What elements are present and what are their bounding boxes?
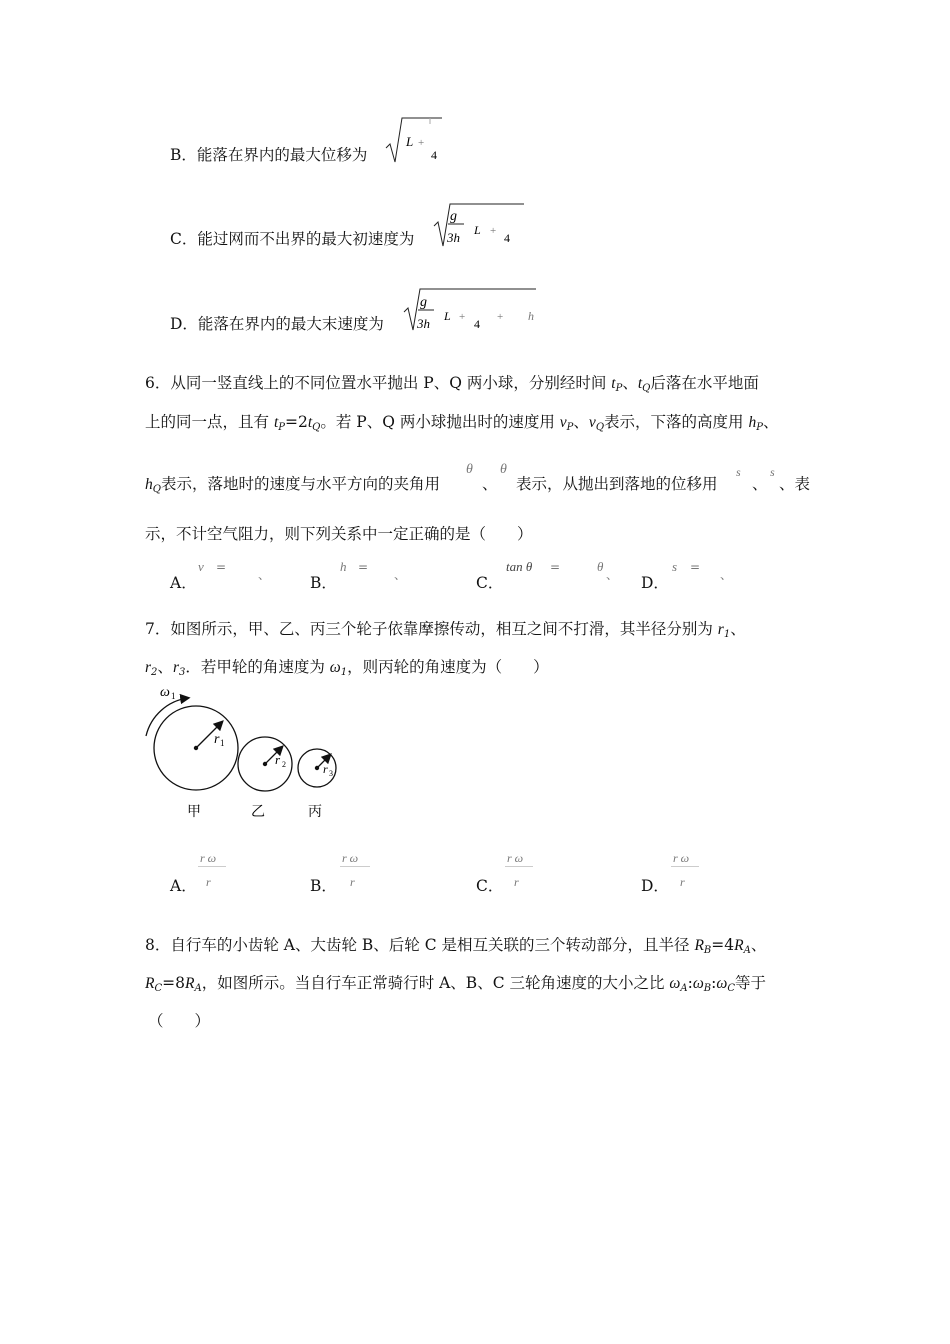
q6-line-3 [145,474,440,500]
q8-rc: R [145,975,155,992]
q5-option-c [170,229,414,249]
q5-option-c-sqrt [432,198,532,252]
q6-theta-2: θ [500,462,507,477]
q8-line-3 [148,1011,210,1031]
q5-c-expr-den: 4 [504,231,510,245]
q7-option-c-den: r [514,875,519,889]
q7-text: ，则丙轮的角速度为（ ） [347,658,549,676]
fig-r2-sub: 2 [282,760,286,769]
fig-r3: r [323,762,328,776]
q8-text: 等于 [735,974,767,992]
q6-tp-sub: P [615,383,623,394]
q6-s-1: s [736,465,741,479]
q6-option-b-eq: = [358,560,369,574]
q7-text: 7．如图所示，甲、乙、丙三个轮子依靠摩擦传动，相互之间不打滑，其半径分别为 [145,620,718,638]
q6-sep: 、 [622,374,638,392]
q5-d-tail: h [528,309,534,323]
q5-d-l: L [444,309,451,323]
q6-option-c-mid: θ [597,559,604,574]
q6-option-d-letter: D． [641,574,669,592]
q5-option-b-sqrt [384,112,446,168]
q7-r1: r [717,621,724,638]
q8-colon: : [711,974,717,992]
q7-r3-sub: 3 [178,667,186,678]
q6-line-3b: 表示，从抛出到落地的位移用 [516,475,718,493]
q8-text: ，如图所示。当自行车正常骑行时 A、B、C 三轮角速度的大小之比 [201,974,670,992]
q5-option-d [170,314,384,334]
q6-vp: v [559,414,567,431]
q6-option-a-expr: v [198,559,204,574]
q6-sep-theta: 、 [482,475,498,493]
q6-vq-sub: Q [595,422,605,433]
q6-hp: h [748,414,757,431]
q6-line-3c: 、表 [779,475,811,493]
q8-ra2-sub: A [194,983,202,994]
q6-option-a-eq: = [216,560,227,574]
q6-text: 后落在水平地面 [650,374,759,392]
q8-wc: ω [716,975,728,992]
q8-ra2: R [184,975,195,992]
q8-wc-sub: C [727,983,735,994]
q6-option-d-expr: s [672,559,678,574]
q6-option-d-tail: 、 [720,568,733,582]
q6-eq-mid: =2 [284,413,308,431]
q7-wheels-figure [140,684,340,824]
q6-tq-sub: Q [642,383,651,394]
q6-text: 。若 P、Q 两小球抛出时的速度用 [320,413,560,431]
q7-r2: r [145,659,152,676]
q7-w1: ω [329,659,341,676]
q6-text: 6．从同一竖直线上的不同位置水平抛出 P、Q 两小球，分别经时间 [145,374,612,392]
q7-option-c-letter: C． [476,877,504,895]
q6-line-4 [145,524,533,544]
fig-r1-sub: 1 [220,738,225,748]
q6-option-c-eq: = [550,560,561,574]
q5-d-den: 3h [417,316,430,331]
q6-hq-sub: Q [152,484,161,495]
q7-option-c-num: r ω [507,851,524,865]
q8-eq1: =4 [711,936,735,954]
q7-option-d-den: r [680,875,685,889]
q7-option-b-fracbar [340,866,370,867]
q8-rb: R [694,937,704,954]
q7-r1-sub: 1 [723,629,731,640]
q6-hp-sub: P [756,422,763,433]
q6-option-d-eq: = [690,560,701,574]
q8-sep: 、 [750,936,767,954]
q5-c-den: 3h [447,230,460,245]
q6-text: 示，不计空气阻力，则下列关系中一定正确的是（ ） [145,525,533,543]
q5-b-l: L [406,134,414,149]
q5-d-expr-den: 4 [474,317,480,331]
q7-sep: 、 [730,620,746,638]
q6-sep: 、 [573,413,589,431]
q8-wb-sub: B [703,983,712,994]
q6-text: 上的同一点，且有 [145,413,274,431]
q8-line-1 [145,935,766,961]
q8-wa: ω [669,975,681,992]
q7-option-d-letter: D． [641,877,669,895]
q5-option-d-sqrt [402,284,542,336]
q6-theta-1: θ [466,462,473,477]
q7-option-a-num: r ω [200,851,217,865]
q8-eq2: =8 [162,974,185,992]
q6-eq-tp-sub: P [278,422,285,433]
q6-option-c-letter: C． [476,574,504,592]
q8-rc-sub: C [154,983,163,994]
q7-text: ．若甲轮的角速度为 [185,658,330,676]
q7-option-b-letter: B． [310,877,337,895]
fig-omega-sub: 1 [171,691,176,701]
q8-colon: : [687,974,693,992]
q5-c-l: L [474,223,481,237]
q6-line-2 [145,412,778,438]
q6-option-b-letter: B． [310,574,337,592]
q5-option-c-text: C．能过网而不出界的最大初速度为 [170,230,415,248]
fig-label-yi: 乙 [251,805,265,820]
q6-option-a-tail: 、 [258,568,271,582]
q6-tq: t [637,375,643,392]
q6-tp: t [611,375,616,392]
q6-sep-s: 、 [752,475,768,493]
q7-w1-sub: 1 [340,667,348,678]
q6-vp-sub: P [566,422,574,433]
q6-line-1 [145,373,759,399]
q6-eq-tq-sub: Q [312,422,321,433]
q8-rb-sub: B [703,945,712,956]
fig-r2: r [275,752,281,767]
q6-option-c-expr: tan θ [506,559,533,574]
q8-wa-sub: A [680,983,688,994]
q7-r3: r [172,659,179,676]
q7-option-d-num: r ω [673,851,690,865]
q7-option-a-den: r [206,875,211,889]
fig-omega: ω [160,685,170,700]
q6-sep: 、 [762,413,779,431]
q7-line-2 [145,657,549,683]
q6-hq: h [145,476,153,493]
q6-text: 表示，落地时的速度与水平方向的夹角用 [160,475,440,493]
q6-option-a-letter: A． [170,574,197,592]
fig-r1: r [214,732,220,747]
q6-option-c-tail: 、 [606,568,619,582]
q7-option-b-num: r ω [342,851,359,865]
q8-ra: R [734,937,744,954]
q8-wb: ω [692,975,704,992]
q7-option-d-fracbar [671,866,699,867]
q7-option-c-fracbar [505,866,533,867]
q7-sep: 、 [157,658,173,676]
q5-option-b-text: B．能落在界内的最大位移为 [170,146,368,164]
q8-line-2 [145,973,766,999]
q8-text: 8．自行车的小齿轮 A、大齿轮 B、后轮 C 是相互关联的三个转动部分，且半径 [145,936,695,954]
q6-s-2: s [770,465,775,479]
fig-r3-sub: 3 [329,769,333,778]
q5-d-plus: + [459,311,466,323]
q7-line-1 [145,619,746,645]
q6-eq-tq: t [307,414,313,431]
q7-option-a-fracbar [198,866,226,867]
q8-ra-sub: A [743,945,751,956]
q6-option-b-expr: h [340,559,347,574]
q6-text: 表示，下落的高度用 [604,413,749,431]
q7-option-a-letter: A． [170,877,197,895]
q5-option-b [170,145,367,165]
fig-label-jia: 甲 [187,805,201,820]
q8-text: （ ） [148,1012,211,1030]
q5-d-plus2: + [497,311,504,323]
fig-label-bing: 丙 [308,805,322,820]
q7-option-b-den: r [350,875,355,889]
q7-r2-sub: 2 [151,667,158,678]
q5-b-den: 4 [431,148,437,162]
q5-b-plus: + [418,137,425,149]
q5-c-num: g [450,209,457,224]
q6-vq: v [588,414,596,431]
q5-c-plus: + [490,225,497,237]
q5-d-num: g [420,295,427,310]
q5-option-d-text: D．能落在界内的最大末速度为 [170,315,384,333]
q6-option-b-tail: 、 [394,568,407,582]
q6-eq-tp: t [273,414,279,431]
